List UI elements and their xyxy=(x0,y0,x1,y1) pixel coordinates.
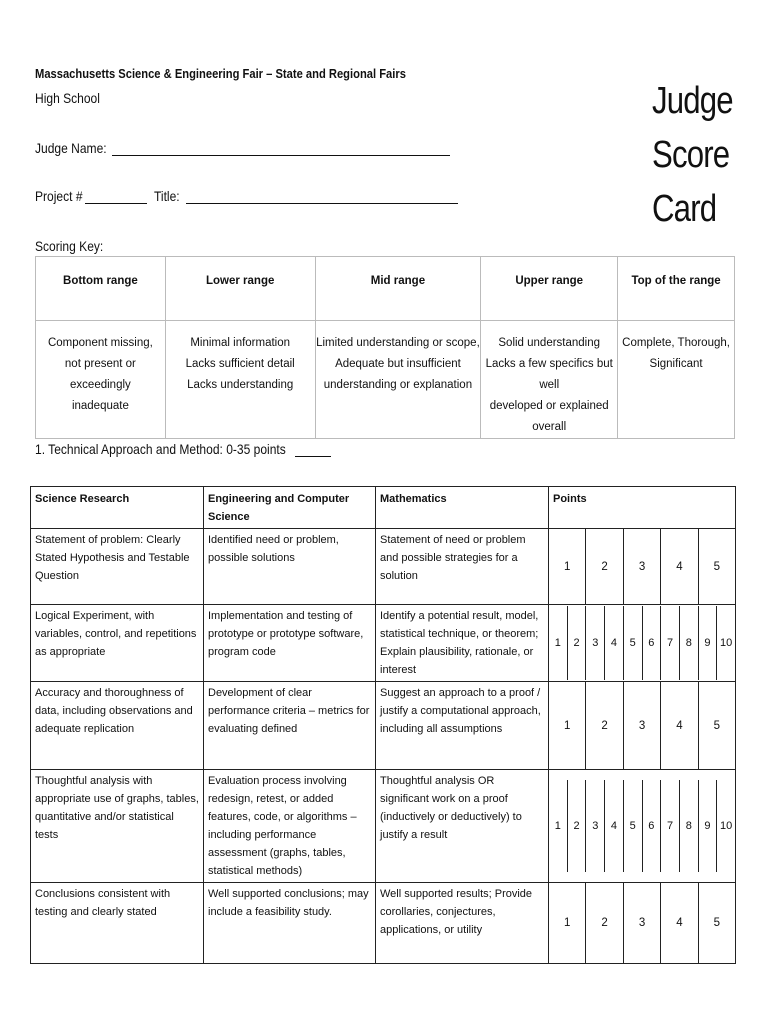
key-desc-line: understanding or explanation xyxy=(323,379,473,391)
judge-name-label: Judge Name: xyxy=(35,140,107,156)
header-science-research: Science Research xyxy=(31,487,204,529)
form-subtitle xyxy=(35,90,111,106)
key-desc-line: Minimal information xyxy=(190,337,291,349)
criteria-row xyxy=(31,605,736,682)
score-option[interactable]: 4 xyxy=(660,883,697,963)
criteria-table xyxy=(30,486,736,964)
score-option[interactable]: 6 xyxy=(642,606,661,680)
score-option[interactable]: 4 xyxy=(604,780,623,872)
key-desc-line: Complete, Thorough, xyxy=(622,337,730,349)
criterion-math: Identify a potential result, model, statistical technique, or theorem; Explain plausibility, rationale, or interest xyxy=(376,605,549,682)
criterion-math: Suggest an approach to a proof / justify a computational approach, including all assumptions xyxy=(376,682,549,770)
score-option[interactable]: 7 xyxy=(660,780,679,872)
scoring-key-label xyxy=(35,238,114,254)
score-option[interactable]: 8 xyxy=(679,606,698,680)
heading-word-judge: Judge xyxy=(652,80,733,122)
section-1-score-field[interactable] xyxy=(295,442,331,457)
score-option[interactable]: 3 xyxy=(623,883,660,963)
score-option[interactable]: 5 xyxy=(623,780,642,872)
heading-word-score: Score xyxy=(652,134,730,176)
score-option[interactable]: 2 xyxy=(585,529,622,604)
key-desc-line: Component missing, xyxy=(47,337,153,349)
scoring-key-header-row xyxy=(36,257,735,321)
key-header-mid: Mid range xyxy=(315,257,481,321)
criterion-engineering: Evaluation process involving redesign, retest, or added features, code, or algorithms – including performance assessment (graphs, tables, statistical methods) xyxy=(204,770,376,883)
criterion-engineering: Implementation and testing of prototype or prototype software, program code xyxy=(204,605,376,682)
score-option[interactable]: 5 xyxy=(698,883,735,963)
score-option[interactable]: 6 xyxy=(642,780,661,872)
score-option[interactable]: 2 xyxy=(567,606,586,680)
score-option[interactable]: 1 xyxy=(554,820,561,832)
form-title-text: Massachusetts Science & Engineering Fair – State and Regional Fairs xyxy=(35,66,406,81)
points-cell xyxy=(549,529,736,605)
scoring-key-description-row xyxy=(36,321,735,439)
score-option[interactable]: 3 xyxy=(585,780,604,872)
key-desc-line: Lacks a few specifics but well xyxy=(485,358,613,391)
scoring-key-label-text: Scoring Key: xyxy=(35,238,104,254)
criteria-row xyxy=(31,682,736,770)
key-desc-lower xyxy=(165,321,315,439)
key-header-lower: Lower range xyxy=(165,257,315,321)
criteria-row xyxy=(31,770,736,883)
score-option[interactable]: 1 xyxy=(554,637,561,649)
score-option[interactable]: 4 xyxy=(660,529,697,604)
criteria-row xyxy=(31,883,736,964)
score-option[interactable]: 1 xyxy=(564,917,571,929)
header-mathematics: Mathematics xyxy=(376,487,549,529)
criterion-science: Statement of problem: Clearly Stated Hypothesis and Testable Question xyxy=(31,529,204,605)
criteria-header-row xyxy=(31,487,736,529)
score-option[interactable]: 7 xyxy=(660,606,679,680)
section-1-heading xyxy=(35,441,331,457)
score-option[interactable]: 10 xyxy=(716,780,735,872)
key-header-bottom: Bottom range xyxy=(36,257,166,321)
score-option[interactable]: 8 xyxy=(679,780,698,872)
criterion-engineering: Identified need or problem, possible solutions xyxy=(204,529,376,605)
project-line xyxy=(35,188,458,204)
judge-score-card-heading xyxy=(652,74,762,236)
criterion-science: Thoughtful analysis with appropriate use of graphs, tables, quantitative and/or statistical tests xyxy=(31,770,204,883)
score-option[interactable]: 3 xyxy=(623,682,660,769)
criterion-math: Well supported results; Provide corollaries, conjectures, applications, or utility xyxy=(376,883,549,964)
points-cell xyxy=(549,883,736,964)
header-engineering: Engineering and Computer Science xyxy=(204,487,376,529)
criterion-math: Statement of need or problem and possible strategies for a solution xyxy=(376,529,549,605)
key-desc-line: Adequate but insufficient xyxy=(335,358,461,370)
score-option[interactable]: 5 xyxy=(698,682,735,769)
score-option[interactable]: 9 xyxy=(698,606,717,680)
points-cell xyxy=(549,605,736,682)
key-desc-line: Lacks sufficient detail xyxy=(185,358,295,370)
key-desc-upper xyxy=(481,321,618,439)
section-1-heading-text: 1. Technical Approach and Method: 0-35 points xyxy=(35,441,286,457)
score-option[interactable]: 1 xyxy=(564,719,571,732)
scoring-key-table xyxy=(35,256,735,439)
key-desc-line: Solid understanding xyxy=(498,337,601,349)
key-header-top: Top of the range xyxy=(618,257,735,321)
criterion-engineering: Development of clear performance criteria – metrics for evaluating defined xyxy=(204,682,376,770)
points-cell xyxy=(549,770,736,883)
points-cell xyxy=(549,682,736,770)
form-subtitle-text: High School xyxy=(35,90,100,106)
judge-name-field[interactable] xyxy=(112,141,450,156)
score-option[interactable]: 5 xyxy=(698,529,735,604)
key-desc-line: Limited understanding or scope, xyxy=(316,337,480,349)
key-desc-top xyxy=(618,321,735,439)
score-option[interactable]: 1 xyxy=(564,560,571,573)
key-header-upper: Upper range xyxy=(481,257,618,321)
score-option[interactable]: 10 xyxy=(716,606,735,680)
criterion-engineering: Well supported conclusions; may include a feasibility study. xyxy=(204,883,376,964)
key-desc-line: Significant xyxy=(649,358,703,370)
key-desc-line: not present or exceedingly xyxy=(64,358,136,391)
criterion-math: Thoughtful analysis OR significant work on a proof (inductively or deductively) to justify a result xyxy=(376,770,549,883)
score-option[interactable]: 4 xyxy=(604,606,623,680)
score-option[interactable]: 9 xyxy=(698,780,717,872)
criterion-science: Conclusions consistent with testing and clearly stated xyxy=(31,883,204,964)
project-title-label: Title: xyxy=(154,188,180,204)
criterion-science: Accuracy and thoroughness of data, including observations and adequate replication xyxy=(31,682,204,770)
score-option[interactable]: 4 xyxy=(660,682,697,769)
judge-name-line xyxy=(35,140,450,156)
key-desc-line: developed or explained overall xyxy=(489,400,609,433)
score-option[interactable]: 5 xyxy=(623,606,642,680)
project-number-field[interactable] xyxy=(85,189,147,204)
key-desc-line: inadequate xyxy=(71,400,129,412)
key-desc-mid xyxy=(315,321,481,439)
project-number-label: Project # xyxy=(35,188,83,204)
project-title-field[interactable] xyxy=(186,189,458,204)
score-option[interactable]: 2 xyxy=(585,883,622,963)
form-title xyxy=(35,66,466,81)
criteria-row xyxy=(31,529,736,605)
criterion-science: Logical Experiment, with variables, control, and repetitions as appropriate xyxy=(31,605,204,682)
score-option[interactable]: 2 xyxy=(567,780,586,872)
key-desc-line: Lacks understanding xyxy=(187,379,294,391)
key-desc-bottom xyxy=(36,321,166,439)
score-option[interactable]: 2 xyxy=(585,682,622,769)
header-points: Points xyxy=(549,487,736,529)
score-option[interactable]: 3 xyxy=(623,529,660,604)
score-option[interactable]: 3 xyxy=(585,606,604,680)
heading-word-card: Card xyxy=(652,188,717,230)
